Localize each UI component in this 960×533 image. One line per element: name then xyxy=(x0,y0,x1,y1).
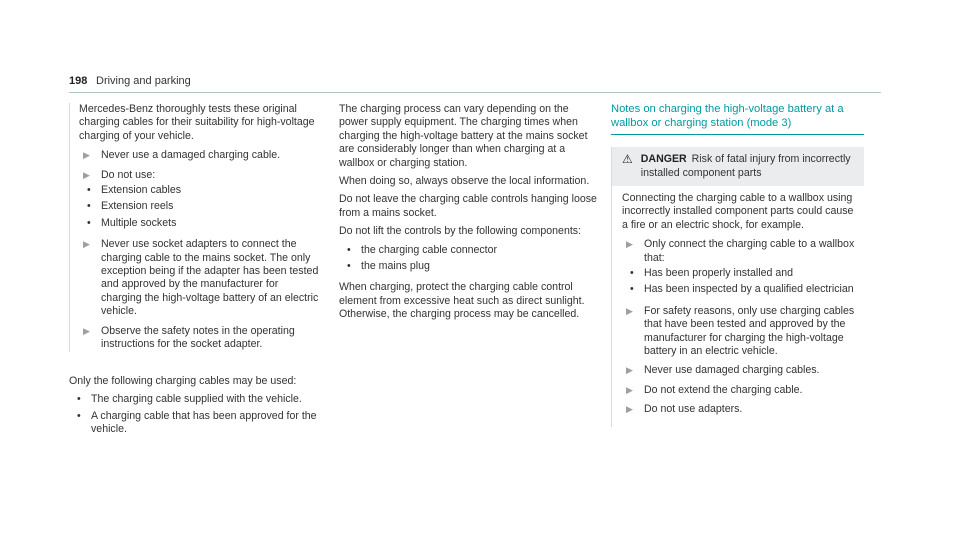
paragraph: The charging process can vary depending on the power supply equipment. The charging times when charging the high-voltage battery at the mains socket are considerably longer than when charging at a wallbox or charging station. xyxy=(339,103,588,169)
column-2 xyxy=(339,103,597,327)
list-item: • the mains plug xyxy=(347,260,430,273)
danger-text-wrap xyxy=(641,153,854,180)
arrow-right-icon: ▶ xyxy=(626,239,633,250)
bullet-list xyxy=(339,244,597,274)
arrow-right-icon: ▶ xyxy=(83,150,90,161)
list-item: • Has been inspected by a qualified electrician xyxy=(630,283,854,296)
arrow-right-icon: ▶ xyxy=(83,169,90,180)
bullet-dot-icon: • xyxy=(347,243,351,256)
step-text: Never use damaged charging cables. xyxy=(644,364,820,377)
list-item: • Multiple sockets xyxy=(87,216,177,229)
cable-list-section xyxy=(69,375,321,445)
arrow-right-icon: ▶ xyxy=(83,239,90,250)
step-item xyxy=(622,305,856,359)
danger-body xyxy=(612,186,864,427)
danger-header xyxy=(612,147,864,186)
warning-triangle-icon: ⚠ xyxy=(622,152,633,167)
bullet-dot-icon: • xyxy=(77,393,81,406)
list-item: • A charging cable that has been approved for the vehicle. xyxy=(77,409,317,436)
step-text: Observe the safety notes in the operating instructions for the socket adapter. xyxy=(101,324,295,351)
bullet-dot-icon: • xyxy=(87,184,91,197)
paragraph: When doing so, always observe the local information. xyxy=(339,175,590,188)
arrow-right-icon: ▶ xyxy=(626,384,633,395)
bullet-dot-icon: • xyxy=(347,260,351,273)
bullet-list xyxy=(622,267,856,297)
bullet-dot-icon: • xyxy=(630,267,634,280)
step-text: Do not use adapters. xyxy=(644,403,743,416)
bullet-list xyxy=(69,393,321,436)
paragraph: Do not leave the charging cable controls hanging loose from a mains socket. xyxy=(339,193,597,219)
step-item xyxy=(79,325,321,352)
bullet-dot-icon: • xyxy=(87,200,91,213)
arrow-right-icon: ▶ xyxy=(83,325,90,336)
step-item xyxy=(622,384,856,397)
list-item: • Extension cables xyxy=(87,184,182,197)
step-item xyxy=(622,403,856,416)
column-3 xyxy=(611,103,864,427)
note-box xyxy=(69,103,321,352)
column-1 xyxy=(69,103,321,358)
danger-box xyxy=(611,147,864,427)
section-title: Driving and parking xyxy=(96,75,191,87)
step-text: For safety reasons, only use charging cables that have been tested and approved by the manufacturer for charging the high-voltage battery in an electric vehicle. xyxy=(644,304,855,358)
list-item: • Has been properly installed and xyxy=(630,267,793,280)
page-number: 198 xyxy=(69,75,88,87)
list-item: • Extension reels xyxy=(87,200,174,213)
step-item xyxy=(622,364,856,377)
bullet-dot-icon: • xyxy=(630,283,634,296)
step-item xyxy=(79,149,321,162)
danger-text: Risk of fatal injury from incorrectly installed component parts xyxy=(640,153,851,179)
danger-label: DANGER xyxy=(640,153,687,166)
bullet-dot-icon: • xyxy=(87,216,91,229)
paragraph: Do not lift the controls by the following components: xyxy=(339,225,582,238)
step-item xyxy=(79,238,321,318)
step-text: Do not use: xyxy=(101,168,156,181)
paragraph: When charging, protect the charging cable control element from excessive heat such as direct sunlight. Otherwise, the charging process may be cancelled. xyxy=(339,281,585,321)
step-text: Never use socket adapters to connect the charging cable to the mains socket. The only exception being if the adapter has been tested and approved by the manufacturer for charging the high-voltage battery of an electric vehicle. xyxy=(101,238,319,318)
step-text: Never use a damaged charging cable. xyxy=(101,149,281,162)
page-header xyxy=(69,75,881,93)
section-heading: Notes on charging the high-voltage battery at a wallbox or charging station (mode 3) xyxy=(611,103,864,135)
paragraph: Only the following charging cables may be used: xyxy=(69,375,297,387)
paragraph: Connecting the charging cable to a wallbox using incorrectly installed component parts could cause a fire or an electric shock, for example. xyxy=(622,192,854,231)
arrow-right-icon: ▶ xyxy=(626,365,633,376)
list-item: • The charging cable supplied with the vehicle. xyxy=(77,393,302,406)
step-item xyxy=(622,238,856,265)
arrow-right-icon: ▶ xyxy=(626,305,633,316)
bullet-dot-icon: • xyxy=(77,409,81,422)
step-item xyxy=(79,169,321,182)
list-item: • the charging cable connector xyxy=(347,243,498,256)
note-intro: Mercedes-Benz thoroughly tests these original charging cables for their suitability for high-voltage charging of your vehicle. xyxy=(79,103,315,142)
arrow-right-icon: ▶ xyxy=(626,404,633,415)
step-text: Do not extend the charging cable. xyxy=(644,383,803,396)
bullet-list xyxy=(79,184,321,230)
step-text: Only connect the charging cable to a wallbox that: xyxy=(644,238,855,264)
